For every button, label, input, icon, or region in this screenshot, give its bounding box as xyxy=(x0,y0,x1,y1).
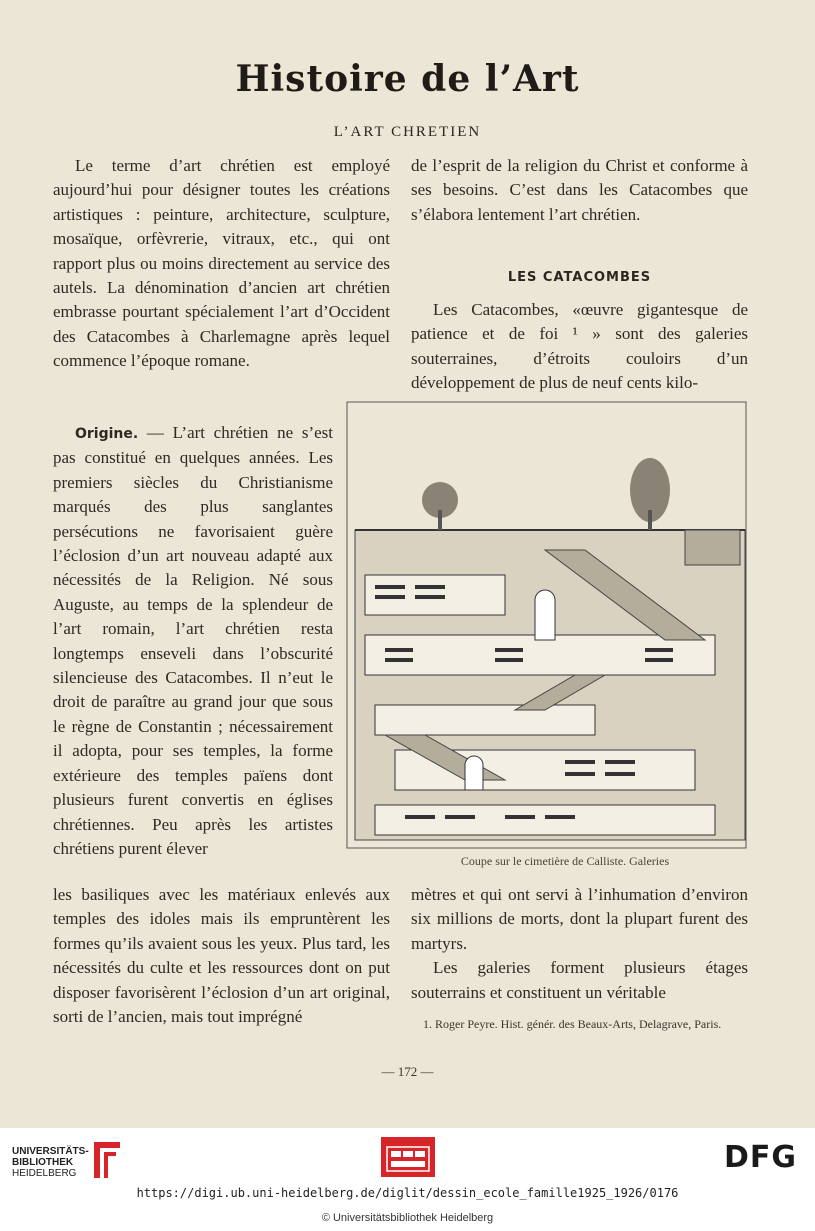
left-column-intro xyxy=(53,154,390,374)
origine-paragraph xyxy=(53,421,333,861)
permalink-url[interactable]: https://digi.ub.uni-heidelberg.de/diglit/dessin_ecole_famille1925_1926/0176 xyxy=(136,1186,679,1200)
left-column-origine xyxy=(53,421,333,861)
origine-text: — L’art chrétien ne s’est pas constitué en quelques années. Les premiers siècles du Christianisme marqués des plus sanglantes persécutions ne favorisaient guère l’éclosion d’un art nouveau adapté aux nécessités de la Religion. Né sous Auguste, au temps de la splendeur de l’art romain, l’art chrétien resta longtemps enseveli dans l’obscurité silencieuse des Catacombes. Il n’eut le droit de paraître au grand jour que sous le règne de Constantin ; nécessairement il adopta, pour ses temples, la forme extérieure des temples païens dont plusieurs furent convertis en églises chrétiennes. Peu après les artistes chrétiens purent élever xyxy=(53,423,333,858)
catacomb-cross-section-illustration xyxy=(345,400,748,850)
figure-caption: Coupe sur le cimetière de Calliste. Galeries xyxy=(460,854,670,868)
left-column-bottom xyxy=(53,883,390,1029)
section-title: L’ART CHRETIEN xyxy=(333,124,482,140)
library-name-line3: HEIDELBERG xyxy=(12,1168,77,1179)
catacombes-heading: LES CATACOMBES xyxy=(507,270,652,285)
digitization-logo-icon[interactable] xyxy=(381,1137,435,1177)
right-column-bottom xyxy=(411,883,748,1005)
origine-label: Origine. xyxy=(75,426,139,442)
library-logo[interactable] xyxy=(12,1138,127,1182)
footnote: 1. Roger Peyre. Hist. génér. des Beaux-Arts, Delagrave, Paris. xyxy=(423,1017,722,1031)
copyright-notice: © Universitätsbibliothek Heidelberg xyxy=(321,1212,494,1224)
library-name-line2: BIBLIOTHEK xyxy=(12,1157,74,1168)
library-name-line1: UNIVERSITÄTS- xyxy=(12,1146,89,1157)
page-number: — 172 — xyxy=(381,1064,434,1079)
right-column-top xyxy=(411,154,748,227)
intro-paragraph: Le terme d’art chrétien est employé aujourd’hui pour désigner toutes les créations artistiques : peinture, architecture, sculpture, mosaïque, orfèvrerie, vitraux, etc., qui ont rapport plus ou moins directement au service des autels. La dénomination d’ancien art chrétien embrasse pourtant spécialement l’art d’Occident des Catacombes à Charlemagne après lequel commence l’époque romane. xyxy=(53,156,390,371)
esprit-paragraph: de l’esprit de la religion du Christ et conforme à ses besoins. C’est dans les Catacombes que s’élabora lentement l’art chrétien. xyxy=(411,156,748,224)
catacombes-paragraph: Les Catacombes, «œuvre gigantesque de patience et de foi ¹ » sont des galeries souterraines, d’étroits couloirs d’un développement de plus de neuf cents kilo- xyxy=(411,300,748,393)
page-title: Histoire de l’Art xyxy=(235,58,580,100)
galeries-paragraph: Les galeries forment plusieurs étages souterrains et constituent un véritable xyxy=(411,958,748,1002)
basiliques-paragraph: les basiliques avec les matériaux enlevés aux temples des idoles mais ils empruntèrent les formes qu’ils avaient sous les yeux. Plus tard, les nécessités du culte et les ressources dont on put disposer favorisèrent l’éclosion d’un art original, sorti de l’ancien, mais tout imprégné xyxy=(53,885,390,1027)
right-column-catacombes xyxy=(411,298,748,396)
library-emblem-icon xyxy=(86,1138,126,1182)
dfg-logo[interactable]: DFG xyxy=(724,1140,798,1175)
metres-paragraph: mètres et qui ont servi à l’inhumation d’environ six millions de morts, dont la plupart furent des martyrs. xyxy=(411,885,748,953)
